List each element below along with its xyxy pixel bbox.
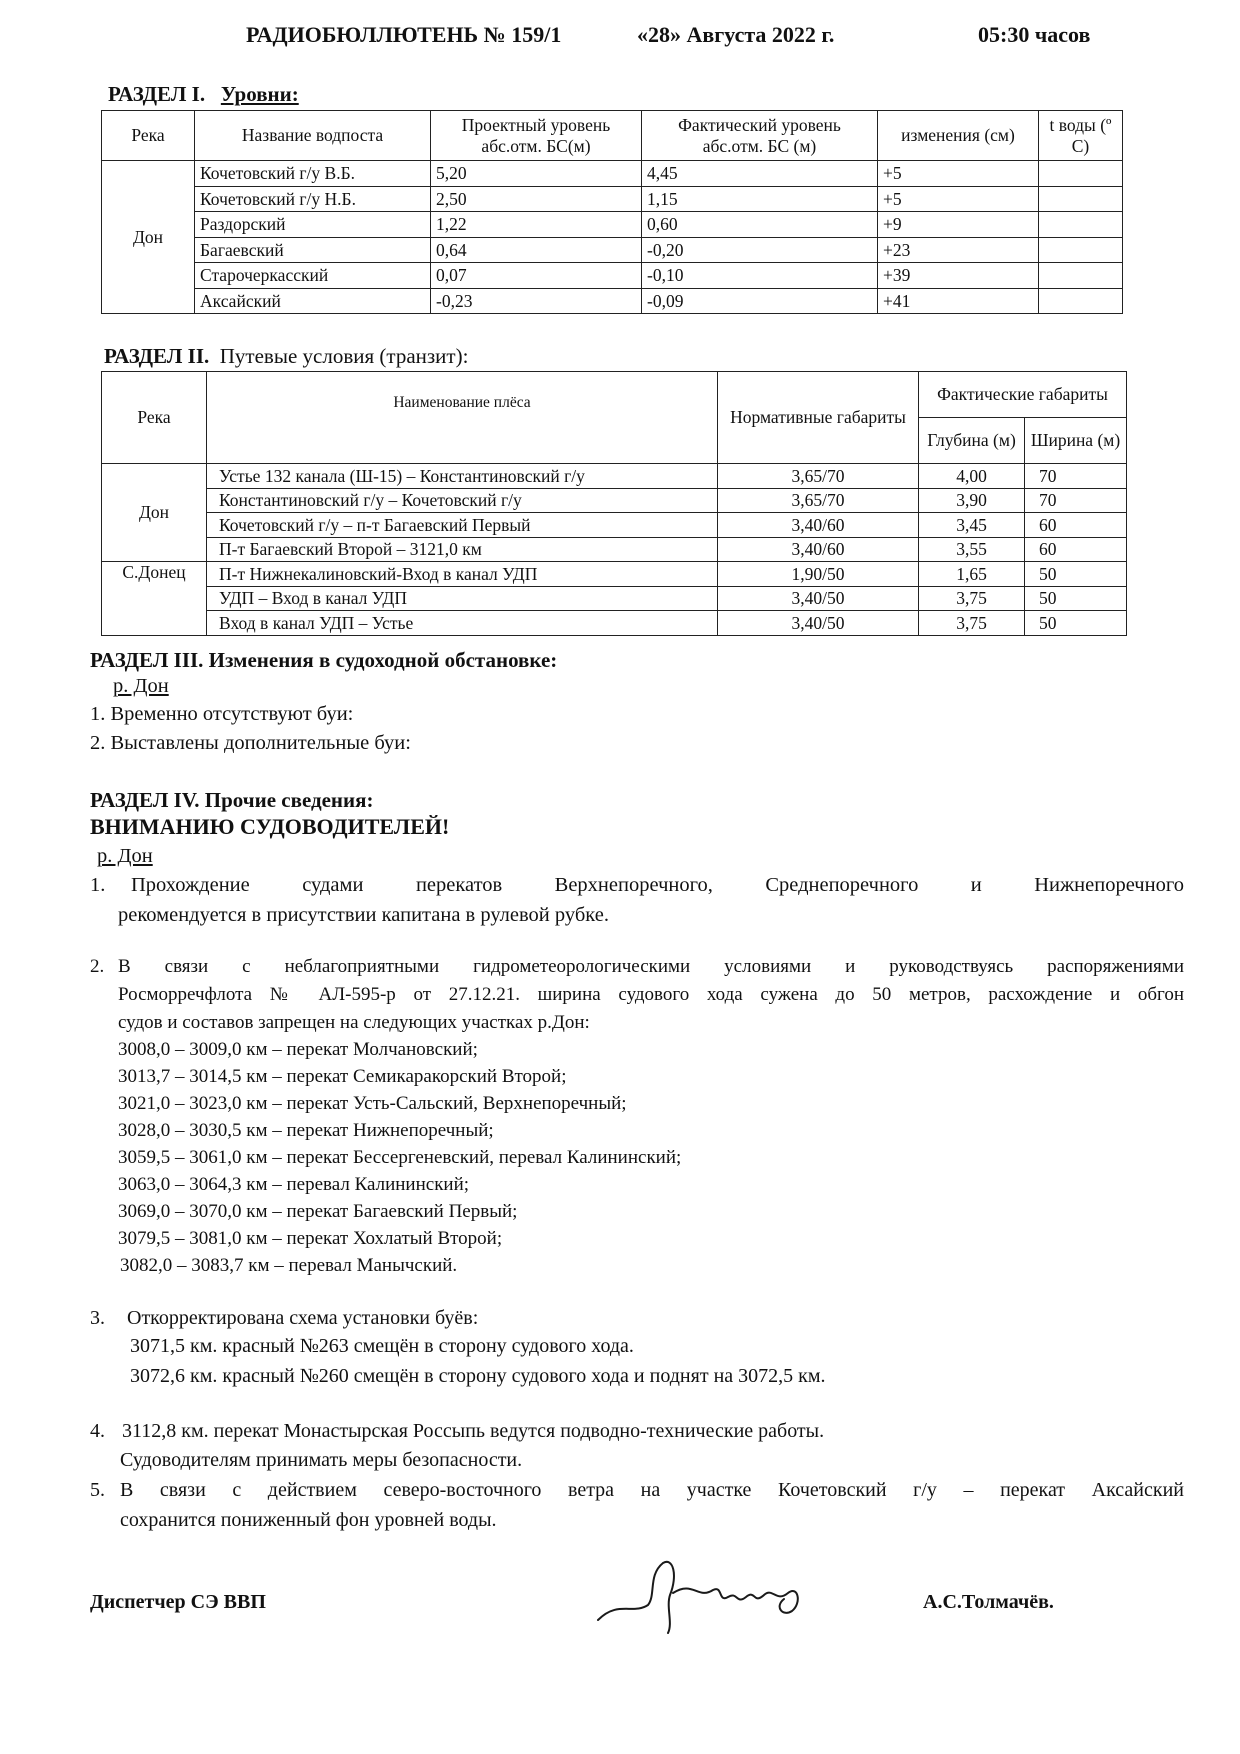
item1-line-1: Прохождение судами перекатов Верхнепоречного, Среднепоречного и Нижнепоречного [131, 874, 1184, 896]
item2-list-entry: 3082,0 – 3083,7 км – перевал Манычский. [120, 1255, 458, 1276]
col-width: Ширина (м) [1025, 418, 1127, 464]
width-cell: 50 [1025, 586, 1127, 611]
norm-cell: 3,40/50 [718, 611, 919, 636]
section1-title-text: Уровни: [220, 82, 299, 106]
change-cell: +41 [878, 288, 1039, 314]
norm-cell: 1,90/50 [718, 562, 919, 587]
col-water-temp: t воды (º С) [1039, 111, 1123, 161]
col-norm-dimensions: Нормативные габариты [718, 372, 919, 464]
signature-image [578, 1545, 818, 1645]
depth-cell: 3,75 [919, 611, 1025, 636]
table-row [102, 488, 1127, 513]
width-cell: 70 [1025, 464, 1127, 489]
section3-river: р. Дон [113, 675, 169, 697]
section4-title: РАЗДЕЛ IV. Прочие сведения: [90, 788, 374, 812]
reach-cell: УДП – Вход в канал УДП [207, 586, 718, 611]
col-depth: Глубина (м) [919, 418, 1025, 464]
change-cell: +5 [878, 161, 1039, 187]
section4-attention: ВНИМАНИЮ СУДОВОДИТЕЛЕЙ! [90, 814, 450, 839]
project-level-cell: 0,07 [431, 263, 642, 289]
table-row [102, 212, 1123, 238]
section1-title-label: РАЗДЕЛ I. [108, 82, 206, 106]
temp-cell [1039, 161, 1123, 187]
item3-number: 3. [90, 1307, 105, 1329]
project-level-cell: 5,20 [431, 161, 642, 187]
dispatcher-name: А.С.Толмачёв. [923, 1591, 1054, 1613]
section3-item-1: 1. Временно отсутствуют буи: [90, 703, 354, 725]
actual-level-cell: -0,10 [642, 263, 878, 289]
temp-cell [1039, 263, 1123, 289]
col-station: Название водпоста [195, 111, 431, 161]
reach-cell: Кочетовский г/у – п-т Багаевский Первый [207, 513, 718, 538]
norm-cell: 3,40/60 [718, 537, 919, 562]
actual-level-cell: -0,20 [642, 237, 878, 263]
item2-list-entry: 3063,0 – 3064,3 км – перевал Калининский; [118, 1174, 470, 1195]
table-row [102, 611, 1127, 636]
width-cell: 60 [1025, 537, 1127, 562]
project-level-cell: 0,64 [431, 237, 642, 263]
project-level-cell: 1,22 [431, 212, 642, 238]
table-row [102, 586, 1127, 611]
norm-cell: 3,65/70 [718, 488, 919, 513]
col-change: изменения (см) [878, 111, 1039, 161]
item2-list-entry: 3013,7 – 3014,5 км – перекат Семикаракорский Второй; [118, 1066, 567, 1087]
station-cell: Раздорский [195, 212, 431, 238]
change-cell: +39 [878, 263, 1039, 289]
table-row [102, 513, 1127, 538]
bulletin-title: РАДИОБЮЛЛЮТЕНЬ № 159/1 [246, 22, 562, 47]
bulletin-date: «28» Августа 2022 г. [637, 22, 835, 47]
item3-line-2: 3071,5 км. красный №263 смещён в сторону судового хода. [130, 1335, 634, 1357]
section3-item-2: 2. Выставлены дополнительные буи: [90, 732, 411, 754]
item2-list-entry: 3008,0 – 3009,0 км – перекат Молчановский; [118, 1039, 478, 1060]
change-cell: +23 [878, 237, 1039, 263]
col-actual-dimensions: Фактические габариты [919, 372, 1127, 418]
river-cell: Дон [102, 464, 207, 562]
item2-list-entry: 3069,0 – 3070,0 км – перекат Багаевский Первый; [118, 1201, 518, 1222]
dispatcher-position: Диспетчер СЭ ВВП [90, 1591, 266, 1613]
change-cell: +5 [878, 186, 1039, 212]
item2-number: 2. [90, 956, 105, 977]
norm-cell: 3,40/60 [718, 513, 919, 538]
section4-river: р. Дон [97, 845, 153, 867]
col-river: Река [102, 111, 195, 161]
item5-number: 5. [90, 1479, 105, 1501]
col-actual-level: Фактический уровень абс.отм. БС (м) [642, 111, 878, 161]
reach-cell: Устье 132 канала (Ш-15) – Константиновский г/у [207, 464, 718, 489]
station-cell: Аксайский [195, 288, 431, 314]
item1-number: 1. [90, 874, 106, 896]
table-row [102, 288, 1123, 314]
river-cell: Дон [102, 161, 195, 314]
item2-line-2: Росморречфлота № АЛ-595-р от 27.12.21. ширина судового хода сужена до 50 метров, расхождение и обгон [118, 984, 1184, 1005]
item2-line-1: В связи с неблагоприятными гидрометеорологическими условиями и руководствуясь распоряжениями [118, 956, 1184, 977]
temp-cell [1039, 288, 1123, 314]
temp-cell [1039, 237, 1123, 263]
norm-cell: 3,65/70 [718, 464, 919, 489]
norm-cell: 3,40/50 [718, 586, 919, 611]
depth-cell: 4,00 [919, 464, 1025, 489]
item1-line-2: рекомендуется в присутствии капитана в рулевой рубке. [118, 904, 609, 926]
section1-title [108, 82, 299, 107]
river-cell: С.Донец [102, 562, 207, 636]
change-cell: +9 [878, 212, 1039, 238]
reach-cell: Константиновский г/у – Кочетовский г/у [207, 488, 718, 513]
width-cell: 50 [1025, 562, 1127, 587]
route-header-row [102, 372, 1127, 418]
table-row [102, 237, 1123, 263]
width-cell: 50 [1025, 611, 1127, 636]
item2-list-entry: 3059,5 – 3061,0 км – перекат Бессергеневский, перевал Калининский; [118, 1147, 682, 1168]
item4-line-1: 3112,8 км. перекат Монастырская Россыпь ведутся подводно-технические работы. [122, 1420, 825, 1442]
depth-cell: 1,65 [919, 562, 1025, 587]
table-row [102, 263, 1123, 289]
col-project-level: Проектный уровень абс.отм. БС(м) [431, 111, 642, 161]
reach-cell: П-т Нижнекалиновский-Вход в канал УДП [207, 562, 718, 587]
actual-level-cell: -0,09 [642, 288, 878, 314]
width-cell: 70 [1025, 488, 1127, 513]
section3-title: РАЗДЕЛ III. Изменения в судоходной обстановке: [90, 648, 558, 672]
project-level-cell: -0,23 [431, 288, 642, 314]
table-row [102, 562, 1127, 587]
item2-list-entry: 3021,0 – 3023,0 км – перекат Усть-Сальский, Верхнепоречный; [118, 1093, 627, 1114]
item2-list-entry: 3028,0 – 3030,5 км – перекат Нижнепоречный; [118, 1120, 494, 1141]
item4-number: 4. [90, 1420, 105, 1442]
reach-cell: Вход в канал УДП – Устье [207, 611, 718, 636]
levels-header-row [102, 111, 1123, 161]
station-cell: Старочеркасский [195, 263, 431, 289]
depth-cell: 3,75 [919, 586, 1025, 611]
temp-cell [1039, 212, 1123, 238]
station-cell: Багаевский [195, 237, 431, 263]
station-cell: Кочетовский г/у Н.Б. [195, 186, 431, 212]
depth-cell: 3,45 [919, 513, 1025, 538]
item4-line-2: Судоводителям принимать меры безопасности. [120, 1449, 523, 1471]
item5-line-2: сохранится пониженный фон уровней воды. [120, 1509, 497, 1531]
col-reach-name: Наименование плёса [207, 372, 718, 464]
actual-level-cell: 4,45 [642, 161, 878, 187]
table-row [102, 537, 1127, 562]
actual-level-cell: 1,15 [642, 186, 878, 212]
depth-cell: 3,90 [919, 488, 1025, 513]
depth-cell: 3,55 [919, 537, 1025, 562]
item3-line-1: Откорректирована схема установки буёв: [127, 1307, 479, 1329]
section2-title-text: Путевые условия (транзит): [219, 344, 469, 368]
levels-table [101, 110, 1123, 314]
table-row [102, 464, 1127, 489]
item2-line-3: судов и составов запрещен на следующих участках р.Дон: [118, 1012, 590, 1033]
item2-list-entry: 3079,5 – 3081,0 км – перекат Хохлатый Второй; [118, 1228, 503, 1249]
route-table [101, 371, 1127, 636]
section2-title [104, 344, 468, 369]
actual-level-cell: 0,60 [642, 212, 878, 238]
bulletin-time: 05:30 часов [978, 22, 1091, 47]
table-row [102, 186, 1123, 212]
width-cell: 60 [1025, 513, 1127, 538]
section2-title-label: РАЗДЕЛ II. [104, 344, 210, 368]
temp-cell [1039, 186, 1123, 212]
col-river: Река [102, 372, 207, 464]
table-row [102, 161, 1123, 187]
project-level-cell: 2,50 [431, 186, 642, 212]
item5-line-1: В связи с действием северо-восточного ветра на участке Кочетовский г/у – перекат Аксайский [120, 1479, 1184, 1501]
station-cell: Кочетовский г/у В.Б. [195, 161, 431, 187]
item3-line-3: 3072,6 км. красный №260 смещён в сторону судового хода и поднят на 3072,5 км. [130, 1365, 826, 1387]
reach-cell: П-т Багаевский Второй – 3121,0 км [207, 537, 718, 562]
